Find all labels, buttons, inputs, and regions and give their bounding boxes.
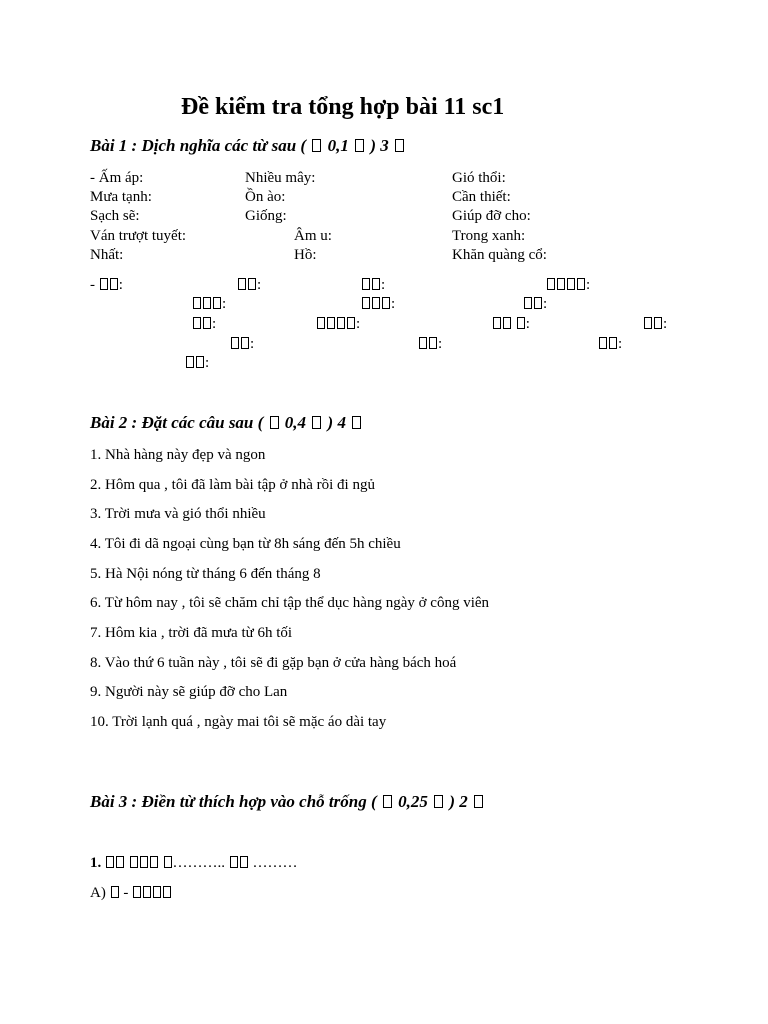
vocab-item: Nhiều mây: <box>245 170 316 186</box>
bai2-heading-suffix: ) 4 <box>327 413 346 432</box>
vocab-item: Ồn ào: <box>245 189 286 205</box>
unrendered-glyph-icon <box>337 317 345 329</box>
unrendered-glyph-icon <box>434 795 443 808</box>
unrendered-vocab-item: : <box>192 316 216 333</box>
bai3-heading <box>90 792 485 812</box>
vocab-item: Sạch sẽ: <box>90 208 140 224</box>
unrendered-glyph-icon <box>143 886 151 898</box>
bai2-heading-points: 0,4 <box>284 413 307 432</box>
unrendered-glyph-icon <box>362 297 370 309</box>
unrendered-glyph-icon <box>503 317 511 329</box>
vocab-item: Trong xanh: <box>452 228 526 244</box>
unrendered-vocab-item: : <box>361 296 395 313</box>
unrendered-glyph-icon <box>474 795 483 808</box>
vocab-item: Mưa tạnh: <box>90 189 152 205</box>
unrendered-glyph-icon <box>372 278 380 290</box>
unrendered-vocab-item: : <box>237 277 261 294</box>
unrendered-glyph-icon <box>230 856 238 868</box>
unrendered-glyph-icon <box>383 795 392 808</box>
blank-dots: ……… <box>252 855 298 871</box>
vocab-item: Giống: <box>245 208 287 224</box>
unrendered-glyph-icon <box>355 139 364 152</box>
unrendered-glyph-icon <box>567 278 575 290</box>
unrendered-vocab-item: : <box>643 316 667 333</box>
unrendered-glyph-icon <box>240 856 248 868</box>
vocab-item: Giúp đỡ cho: <box>452 208 531 224</box>
unrendered-glyph-icon <box>100 278 108 290</box>
unrendered-glyph-icon <box>153 886 161 898</box>
unrendered-glyph-icon <box>352 416 361 429</box>
option-separator: - <box>123 885 129 901</box>
unrendered-vocab-item: - : <box>90 277 123 293</box>
unrendered-glyph-icon <box>133 886 141 898</box>
unrendered-glyph-icon <box>654 317 662 329</box>
unrendered-glyph-icon <box>270 416 279 429</box>
vocab-item: - Ấm áp: <box>90 170 144 186</box>
unrendered-glyph-icon <box>557 278 565 290</box>
unrendered-glyph-icon <box>193 297 201 309</box>
unrendered-vocab-item: : <box>492 316 530 333</box>
unrendered-glyph-icon <box>312 416 321 429</box>
bai1-heading-suffix: ) 3 <box>370 136 389 155</box>
unrendered-glyph-icon <box>106 856 114 868</box>
unrendered-glyph-icon <box>362 278 370 290</box>
unrendered-glyph-icon <box>429 337 437 349</box>
vocab-item: Khăn quàng cổ: <box>452 247 547 263</box>
unrendered-glyph-icon <box>116 856 124 868</box>
unrendered-glyph-icon <box>213 297 221 309</box>
unrendered-vocab-item: : <box>546 277 590 294</box>
unrendered-glyph-icon <box>231 337 239 349</box>
unrendered-vocab-item: : <box>598 336 622 353</box>
sentence-item: 9. Người này sẽ giúp đỡ cho Lan <box>90 684 288 700</box>
unrendered-glyph-icon <box>193 317 201 329</box>
page-title: Đề kiểm tra tổng hợp bài 11 sc1 <box>181 94 505 120</box>
vocab-item: Cần thiết: <box>452 189 511 205</box>
unrendered-glyph-icon <box>493 317 501 329</box>
unrendered-glyph-icon <box>238 278 246 290</box>
unrendered-glyph-icon <box>312 139 321 152</box>
bai3-heading-prefix: Bài 3 : Điền từ thích hợp vào chỗ trống ( <box>90 792 377 811</box>
unrendered-glyph-icon <box>534 297 542 309</box>
sentence-item: 4. Tôi đi dã ngoại cùng bạn từ 8h sáng đến 5h chiều <box>90 536 401 552</box>
unrendered-glyph-icon <box>140 856 148 868</box>
unrendered-glyph-icon <box>196 356 204 368</box>
answer-option-a <box>90 885 172 902</box>
unrendered-glyph-icon <box>382 297 390 309</box>
unrendered-glyph-icon <box>327 317 335 329</box>
unrendered-vocab-item: : <box>192 296 226 313</box>
unrendered-vocab-item: : <box>523 296 547 313</box>
unrendered-glyph-icon <box>110 278 118 290</box>
sentence-item: 10. Trời lạnh quá , ngày mai tôi sẽ mặc áo dài tay <box>90 714 387 730</box>
bai1-heading-points: 0,1 <box>327 136 349 155</box>
sentence-item: 3. Trời mưa và gió thổi nhiều <box>90 506 266 522</box>
bai1-heading <box>90 136 406 156</box>
blank-dots: ……….. <box>172 855 225 871</box>
bai3-heading-points: 0,25 <box>398 792 428 811</box>
unrendered-glyph-icon <box>130 856 138 868</box>
unrendered-glyph-icon <box>347 317 355 329</box>
unrendered-glyph-icon <box>164 856 172 868</box>
bai1-heading-prefix: Bài 1 : Dịch nghĩa các từ sau ( <box>90 136 307 155</box>
sentence-item: 2. Hôm qua , tôi đã làm bài tập ở nhà rồi đi ngủ <box>90 477 375 493</box>
unrendered-glyph-icon <box>577 278 585 290</box>
sentence-item: 6. Từ hôm nay , tôi sẽ chăm chỉ tập thể dục hàng ngày ở công viên <box>90 595 490 611</box>
unrendered-glyph-icon <box>419 337 427 349</box>
unrendered-glyph-icon <box>317 317 325 329</box>
unrendered-glyph-icon <box>241 337 249 349</box>
unrendered-glyph-icon <box>372 297 380 309</box>
unrendered-glyph-icon <box>248 278 256 290</box>
sentence-item: 1. Nhà hàng này đẹp và ngon <box>90 447 266 463</box>
sentence-item: 7. Hôm kia , trời đã mưa từ 6h tối <box>90 625 293 641</box>
vocab-item: Nhất: <box>90 247 124 263</box>
unrendered-glyph-icon <box>517 317 525 329</box>
vocab-item: Hồ: <box>294 247 317 263</box>
question-item <box>90 855 298 872</box>
unrendered-vocab-item: : <box>361 277 385 294</box>
unrendered-glyph-icon <box>395 139 404 152</box>
unrendered-glyph-icon <box>150 856 158 868</box>
unrendered-vocab-item: : <box>316 316 360 333</box>
bai2-heading-prefix: Bài 2 : Đặt các câu sau ( <box>90 413 264 432</box>
unrendered-glyph-icon <box>163 886 171 898</box>
bai2-heading <box>90 413 363 433</box>
sentence-item: 8. Vào thứ 6 tuần này , tôi sẽ đi gặp bạn ở cửa hàng bách hoá <box>90 655 457 671</box>
unrendered-glyph-icon <box>547 278 555 290</box>
sentence-item: 5. Hà Nội nóng từ tháng 6 đến tháng 8 <box>90 566 321 582</box>
option-label: A) <box>90 885 106 901</box>
vocab-item: Âm u: <box>294 228 332 244</box>
unrendered-glyph-icon <box>599 337 607 349</box>
unrendered-glyph-icon <box>524 297 532 309</box>
unrendered-glyph-icon <box>203 297 211 309</box>
unrendered-vocab-item: : <box>185 355 209 372</box>
unrendered-vocab-item: : <box>418 336 442 353</box>
question-number: 1. <box>90 855 102 871</box>
vocab-item: Ván trượt tuyết: <box>90 228 187 244</box>
unrendered-glyph-icon <box>111 886 119 898</box>
unrendered-glyph-icon <box>203 317 211 329</box>
vocab-item: Gió thổi: <box>452 170 506 186</box>
unrendered-glyph-icon <box>644 317 652 329</box>
bai3-heading-suffix: ) 2 <box>449 792 468 811</box>
unrendered-glyph-icon <box>609 337 617 349</box>
unrendered-glyph-icon <box>186 356 194 368</box>
unrendered-vocab-item: : <box>230 336 254 353</box>
